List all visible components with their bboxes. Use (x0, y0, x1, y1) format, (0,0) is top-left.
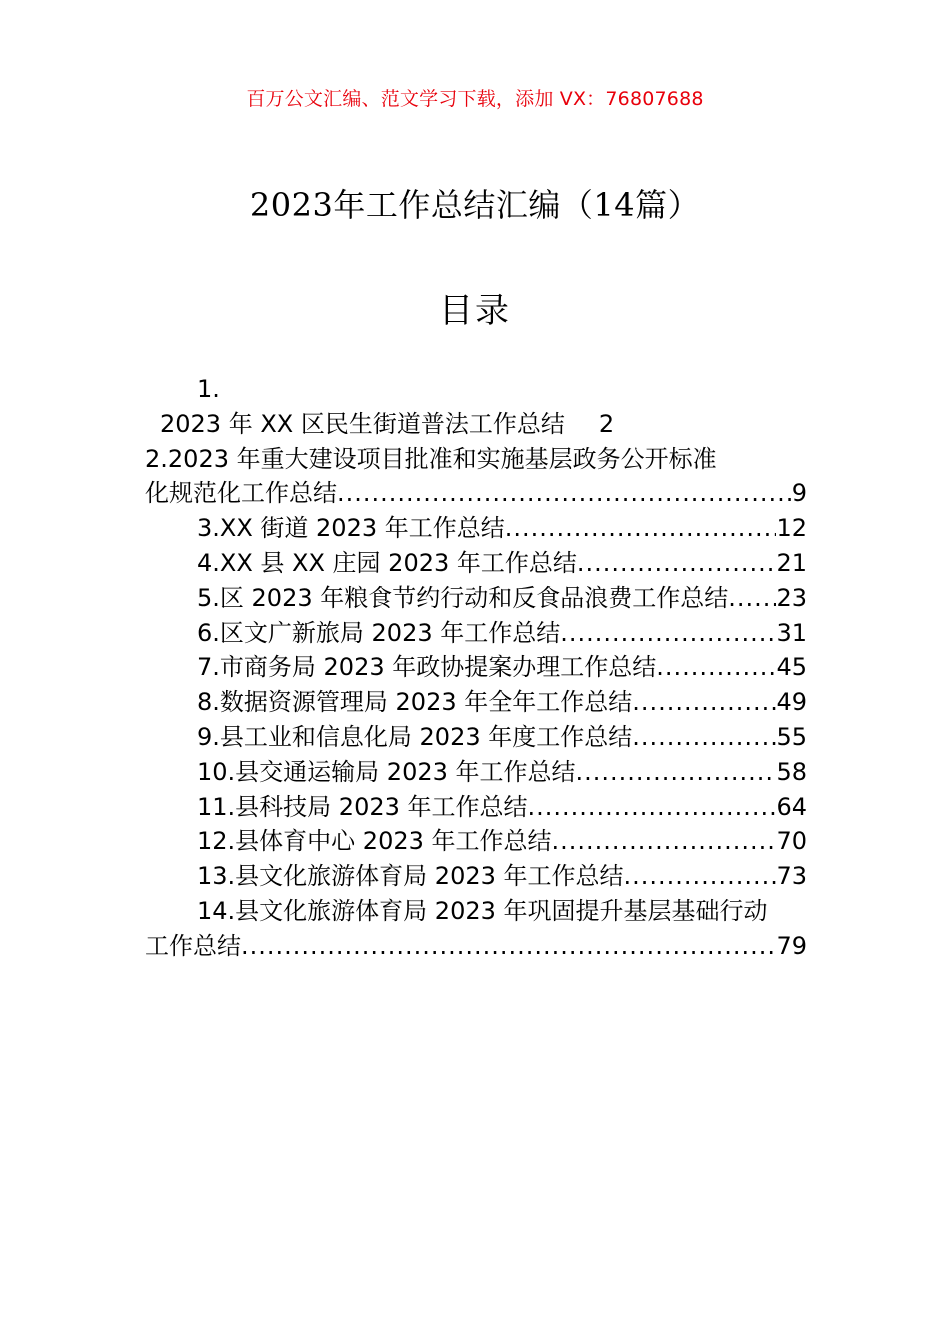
toc-entry-2-title-line2: 化规范化工作总结 (145, 479, 337, 508)
toc-entry[interactable] (145, 859, 807, 894)
toc-entry-title: 4.XX 县 XX 庄园 2023 年工作总结 (197, 548, 577, 577)
toc-entry[interactable] (145, 616, 807, 651)
dot-leader (728, 581, 776, 616)
dot-leader (577, 546, 777, 581)
toc-entry[interactable] (145, 685, 807, 720)
toc-entry-title: 3.XX 街道 2023 年工作总结 (197, 514, 505, 543)
toc-entry-1-page: 2 (598, 409, 615, 438)
toc-entry-page: 12 (776, 514, 807, 543)
toc-entry-title: 12.县体育中心 2023 年工作总结 (197, 827, 552, 856)
dot-leader (632, 720, 776, 755)
dot-leader (552, 824, 777, 859)
toc-entry-14-page: 79 (776, 931, 807, 960)
table-of-contents (145, 372, 807, 964)
toc-entry-page: 49 (776, 688, 807, 717)
dot-leader (528, 790, 777, 825)
toc-entry[interactable] (145, 581, 807, 616)
toc-entry-title: 7.市商务局 2023 年政协提案办理工作总结 (197, 653, 657, 682)
toc-entry-page: 73 (776, 862, 807, 891)
toc-entry-14-title-line1: 14.县文化旅游体育局 2023 年巩固提升基层基础行动 (197, 896, 768, 925)
toc-entry[interactable] (145, 790, 807, 825)
dot-leader (632, 685, 776, 720)
toc-entry-page: 64 (776, 792, 807, 821)
dot-leader (505, 511, 777, 546)
toc-entry[interactable] (145, 650, 807, 685)
toc-entry-2-line2[interactable] (145, 476, 807, 511)
toc-entry-14-line1[interactable] (145, 894, 807, 929)
dot-leader (241, 929, 776, 964)
toc-entry-title: 6.区文广新旅局 2023 年工作总结 (197, 618, 561, 647)
toc-entry-page: 45 (776, 653, 807, 682)
toc-entry-title: 10.县交通运输局 2023 年工作总结 (197, 757, 576, 786)
toc-entry-2-line1[interactable] (145, 442, 807, 477)
dot-leader (624, 859, 777, 894)
toc-entry[interactable] (145, 755, 807, 790)
toc-entry-title: 5.区 2023 年粮食节约行动和反食品浪费工作总结 (197, 583, 729, 612)
dot-leader (560, 616, 776, 651)
toc-entry-page: 31 (776, 618, 807, 647)
toc-entry-page: 70 (776, 827, 807, 856)
dot-leader (337, 476, 792, 511)
dot-leader (576, 755, 777, 790)
toc-entry-2-title-line1: 2.2023 年重大建设项目批准和实施基层政务公开标准 (145, 444, 717, 473)
toc-entry-1-title: 2023 年 XX 区民生街道普法工作总结 (160, 409, 565, 438)
toc-entry[interactable] (145, 824, 807, 859)
toc-entry-1[interactable] (145, 407, 807, 442)
toc-entry-title: 8.数据资源管理局 2023 年全年工作总结 (197, 688, 633, 717)
toc-entry-page: 55 (776, 722, 807, 751)
toc-entry-14-title-line2: 工作总结 (145, 931, 241, 960)
toc-heading: 目录 (439, 291, 511, 331)
toc-entry-page: 58 (776, 757, 807, 786)
toc-entry[interactable] (145, 546, 807, 581)
toc-entry-page: 21 (776, 548, 807, 577)
toc-entry-2-page: 9 (791, 479, 807, 508)
toc-entry-title: 9.县工业和信息化局 2023 年度工作总结 (197, 722, 633, 751)
toc-entry-1-number-line (145, 372, 807, 407)
toc-entry-title: 13.县文化旅游体育局 2023 年工作总结 (197, 862, 624, 891)
document-title: 2023年工作总结汇编（14篇） (249, 186, 701, 224)
toc-entry[interactable] (145, 720, 807, 755)
toc-entry[interactable] (145, 511, 807, 546)
toc-entry-page: 23 (776, 583, 807, 612)
dot-leader (656, 650, 776, 685)
toc-entry-1-number: 1. (197, 375, 220, 403)
header-note: 百万公文汇编、范文学习下载，添加 VX：76807688 (246, 88, 704, 110)
toc-entry-title: 11.县科技局 2023 年工作总结 (197, 792, 528, 821)
toc-entry-14-line2[interactable] (145, 929, 807, 964)
